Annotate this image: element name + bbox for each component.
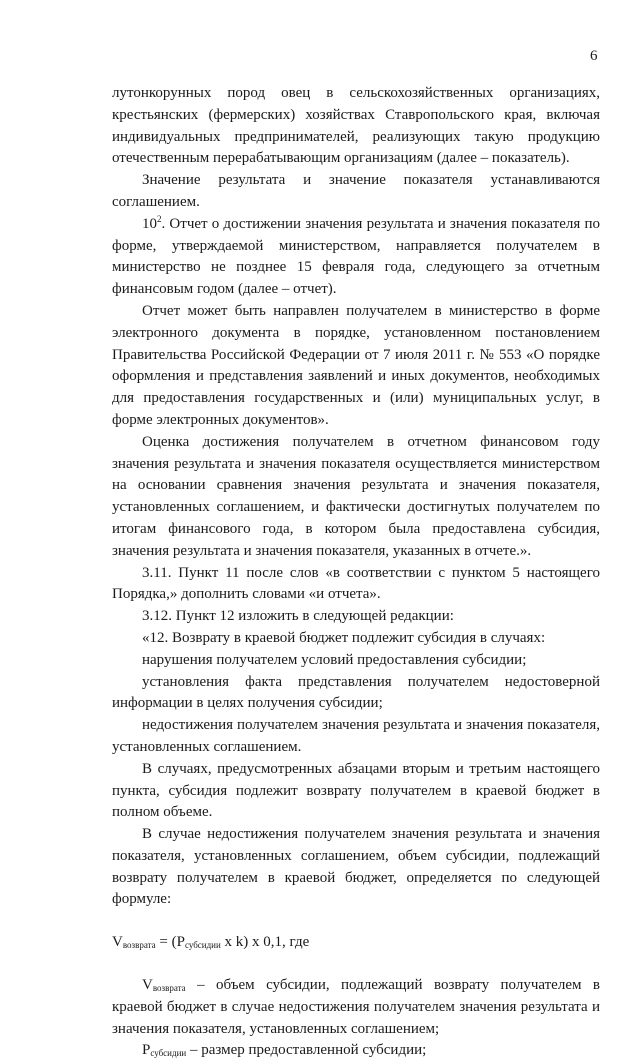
def-v-subscript: возврата bbox=[152, 983, 186, 994]
paragraph: нарушения получателем условий предоставления субсидии; bbox=[142, 651, 527, 668]
formula-p-subscript: субсидии bbox=[184, 940, 221, 951]
paragraph: Значение результата и значение показателя устанавливаются соглашением. bbox=[112, 172, 600, 210]
document-body bbox=[112, 83, 600, 1062]
formula-rest: x k) x 0,1, где bbox=[220, 934, 310, 951]
formula-v-subscript: возврата bbox=[122, 940, 156, 951]
paragraph: установления факта представления получателем недостоверной информации в целях получения субсидии; bbox=[112, 673, 600, 712]
def-p-subscript: субсидии bbox=[150, 1048, 187, 1059]
definition-v bbox=[112, 975, 600, 1040]
paragraph-10-2 bbox=[112, 214, 600, 301]
clause-superscript: 2 bbox=[157, 213, 162, 224]
formula-v: V bbox=[112, 934, 123, 951]
formula bbox=[112, 932, 600, 954]
paragraph: Отчет может быть направлен получателем в министерство в форме электронного документа в порядке, установленном постановлением Правительства Российской Федерации от 7 июля 2011 г. № 553 «О порядке оформления и представления заявлений и иных документов, необходимых для предоставления государственных и (или) муниципальных услуг, в форме электронных документов». bbox=[112, 302, 600, 428]
paragraph: «12. Возврату в краевой бюджет подлежит субсидия в случаях: bbox=[142, 629, 546, 646]
clause-text: . Отчет о достижении значения результата и значения показателя по форме, утверждаемой министерством, направляется получателем в министерство не позднее 15 февраля года, следующего за отчетным финансовым годом (далее – отчет). bbox=[112, 215, 600, 298]
paragraph: 3.11. Пункт 11 после слов «в соответствии с пунктом 5 настоящего Порядка,» дополнить словами «и отчета». bbox=[112, 564, 600, 603]
def-p: P bbox=[142, 1042, 151, 1059]
clause-number: 10 bbox=[142, 215, 157, 232]
formula-eq: = (P bbox=[155, 934, 185, 951]
paragraph: Оценка достижения получателем в отчетном финансовом году значения результата и значения показателя осуществляется министерством на основании сравнения значения результата и значения показателя, установленных соглашением, и фактически достигнутых получателем по итогам финансового года, в котором была предоставлена субсидия, значения результата и значения показателя, указанных в отчете.». bbox=[112, 433, 600, 559]
paragraph: лутонкорунных пород овец в сельскохозяйственных организациях, крестьянских (фермерских) хозяйствах Ставропольского края, включая индивидуальных предпринимателей, реализующих такую продукцию отечественным перерабатывающим организациям (далее – показатель). bbox=[112, 85, 600, 167]
paragraph: В случае недостижения получателем значения результата и значения показателя, установленных соглашением, объем субсидии, подлежащий возврату получателем в краевой бюджет, определяется по следующей формуле: bbox=[112, 826, 600, 908]
paragraph: 3.12. Пункт 12 изложить в следующей редакции: bbox=[142, 608, 454, 625]
paragraph: недостижения получателем значения результата и значения показателя, установленных соглашением. bbox=[112, 717, 600, 755]
def-v: V bbox=[142, 977, 153, 994]
def-v-text: – объем субсидии, подлежащий возврату получателем в краевой бюджет в случае недостижения получателем значения результата и значения показателя, установленных соглашением; bbox=[112, 977, 600, 1037]
page-number: 6 bbox=[590, 48, 598, 64]
paragraph: В случаях, предусмотренных абзацами вторым и третьим настоящего пункта, субсидия подлежит возврату получателем в краевой бюджет в полном объеме. bbox=[112, 760, 600, 821]
def-p-text: – размер предоставленной субсидии; bbox=[186, 1042, 427, 1059]
definition-p bbox=[112, 1040, 600, 1062]
